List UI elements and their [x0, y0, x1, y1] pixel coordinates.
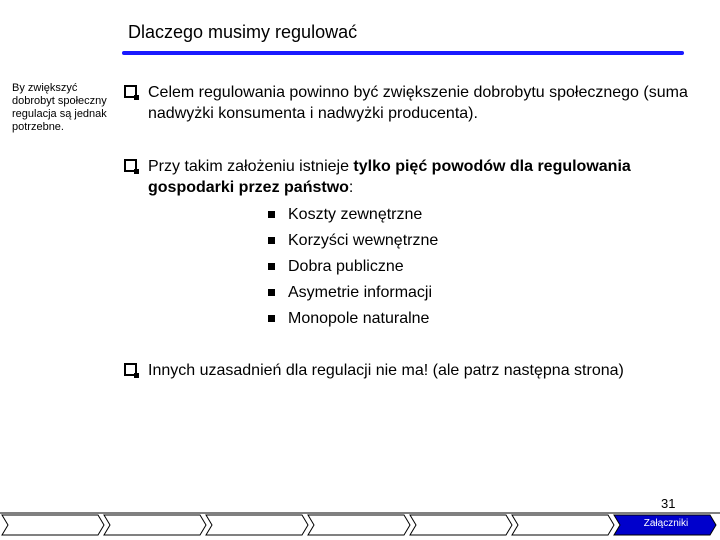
footer-tab-label[interactable]: Załączniki [643, 518, 689, 529]
bullet-text: Celem regulowania powinno być zwiększenie dobrobytu społecznego (suma nadwyżki konsumenta i nadwyżki producenta). [148, 84, 688, 122]
footer-tab[interactable] [410, 515, 512, 535]
bullet-text-prefix: Przy takim założeniu istnieje [148, 158, 354, 175]
footer-tab[interactable] [2, 515, 104, 535]
bullet-text-suffix: : [348, 179, 354, 196]
reason-item [268, 256, 438, 282]
title-underline [122, 51, 684, 55]
side-note: By zwiększyć dobrobyt społeczny regulacja są jednak potrzebne. [12, 82, 107, 133]
reason-label: Monopole naturalne [288, 310, 430, 327]
footer-tab[interactable] [104, 515, 206, 535]
footer-tabs-graphic [0, 512, 720, 536]
square-bullet-icon [268, 315, 275, 322]
reasons-list [268, 204, 438, 334]
bullet-text [148, 156, 708, 198]
square-bullet-icon [268, 289, 275, 296]
slide-title: Dlaczego musimy regulować [128, 22, 358, 42]
reason-item [268, 308, 438, 334]
reason-label: Koszty zewnętrzne [288, 206, 423, 223]
checkbox-bullet-icon [124, 363, 137, 376]
reason-item [268, 204, 438, 230]
footer-nav-bar [0, 512, 720, 536]
checkbox-bullet-icon [124, 159, 137, 172]
page-number: 31 [661, 496, 676, 511]
footer-tab[interactable] [308, 515, 410, 535]
bullet-text: Innych uzasadnień dla regulacji nie ma! (ale patrz następna strona) [148, 362, 624, 379]
reason-item [268, 230, 438, 256]
square-bullet-icon [268, 211, 275, 218]
square-bullet-icon [268, 263, 275, 270]
footer-tab[interactable] [512, 515, 614, 535]
checkbox-bullet-icon [124, 85, 137, 98]
reason-label: Dobra publiczne [288, 258, 404, 275]
reason-item [268, 282, 438, 308]
reason-label: Asymetrie informacji [288, 284, 433, 301]
bullet-text-bold: tylko pięć powodów dla regulowania gospodarki przez państwo [148, 158, 631, 196]
footer-tab[interactable] [206, 515, 308, 535]
square-bullet-icon [268, 237, 275, 244]
reason-label: Korzyści wewnętrzne [288, 232, 439, 249]
